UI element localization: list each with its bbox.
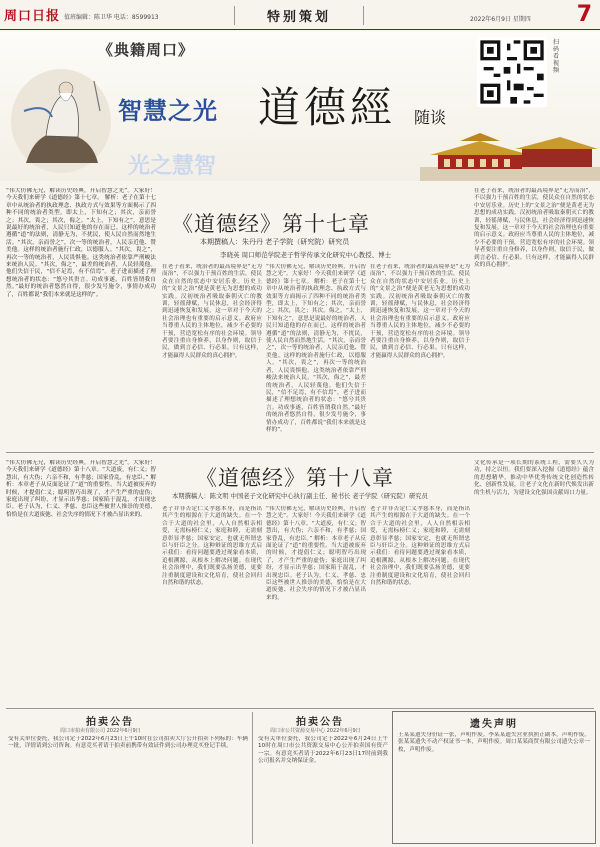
article18-column-4: 老子并非否定仁义孝慈本身，而是指出其产生的根源在于大道的缺失。在一个合于大道的社会里，人人自然相亲相爱，无需标榜仁义；家庭和睦，无需刻意彰显孝慈；国家安定，也就无所谓忠臣与奸臣之分。这种辩证的思维方式启示我们：看待问题要透过现象看本质，追根溯源，从根本上解决问题。在现代社会治理中，我们既要弘扬美德，更要注重制度建设和文化培育，使社会回归自然和谐的状态。 [370, 506, 470, 587]
banner-reflection: 光之慧智 [128, 154, 217, 179]
article17-column-4: 在老子看来，统治者的最高境界是“无为而治”，不以强力干预百姓的生活，使民众在自然的状态中安居乐业。历史上的“文景之治”便是黄老无为思想的成功实践。汉初统治者吸取秦朝灭亡的教训，轻徭薄赋，与民休息，社会经济得到迅速恢复和发展。这一章对于今天的社会治理也有重要的启示意义。政府应当尊重人民的主体地位，减少不必要的干预，营造宽松有序的社会环境。领导者要注重自身修养，以身作则，取信于民，做到言必信、行必果。只有这样，才能赢得人民群众的真心拥护。 [370, 264, 470, 359]
auction-notice-1-sub: 周口市拍卖有限公司 2022年6月9日 [60, 728, 141, 734]
newspaper-logo: 周口日报 [4, 9, 61, 24]
article17-column-5: 在老子看来，统治者的最高境界是“无为而治”，不以强力干预百姓的生活，使民众在自然的状态中安居乐业。历史上的“文景之治”便是黄老无为思想的成功实践。汉初统治者吸取秦朝灭亡的教训，轻徭薄赋，与民休息，社会经济得到迅速恢复和发展。这一章对于今天的社会治理也有重要的启示意义。政府应当尊重人民的主体地位，减少不必要的干预，营造宽松有序的社会环境。领导者要注重自身修养，以身作则，取信于民，做到言必信、行必果。只有这样，才能赢得人民群众的真心拥护。 [474, 188, 594, 269]
notices-divider [6, 708, 594, 709]
article18-column-3: “伟大仿佛无兄，解读历史经典，开启智慧之光”。大家好！今天我们来研学《道德经》第十八章。“大道废，有仁义；智慧出，有大伪；六亲不和，有孝慈；国家昏乱，有忠臣。” 解析：本章老子从反面论证了“道”的重要性。当大道被废弃的时候，才提倡仁义；聪明智巧出现了，才产生严重的虚伪；家庭出现了纠纷，才显示出孝慈；国家陷于混乱，才出现忠臣。老子认为，仁义、孝慈、忠臣这些被世人推崇的美德，恰恰是在大道废弛、社会失序的情况下才被凸显出来的。 [266, 506, 366, 601]
banner-suffix: 随谈 [414, 108, 447, 127]
article18-column-2: 老子并非否定仁义孝慈本身，而是指出其产生的根源在于大道的缺失。在一个合于大道的社会里，人人自然相亲相爱，无需标榜仁义；家庭和睦，无需刻意彰显孝慈；国家安定，也就无所谓忠臣与奸臣之分。这种辩证的思维方式启示我们：看待问题要透过现象看本质，追根溯源，从根本上解决问题。在现代社会治理中，我们既要弘扬美德，更要注重制度建设和文化培育，使社会回归自然和谐的状态。 [162, 506, 262, 587]
lost-notice-body: 王某某遗失身份证一张，声明作废。李某某遗失营业执照正副本，声明作废。张某某遗失不动产权证书一本，声明作废。周口某某商贸有限公司遗失公章一枚，声明作废。 [398, 732, 590, 753]
article17-column-2: 在老子看来，统治者的最高境界是“无为而治”，不以强力干预百姓的生活，使民众在自然的状态中安居乐业。历史上的“文景之治”便是黄老无为思想的成功实践。汉初统治者吸取秦朝灭亡的教训，轻徭薄赋，与民休息，社会经济得到迅速恢复和发展。这一章对于今天的社会治理也有重要的启示意义。政府应当尊重人民的主体地位，减少不必要的干预，营造宽松有序的社会环境。领导者要注重自身修养，以身作则，取信于民，做到言必信、行必果。只有这样，才能赢得人民群众的真心拥护。 [162, 264, 262, 359]
section-title: 特别策划 [234, 6, 364, 25]
auction-notice-2-sub: 周口市公共资源交易中心 2022年6月9日 [270, 728, 361, 734]
article17-title: 《道德经》第十七章 [172, 212, 370, 236]
masthead [0, 0, 600, 30]
auction-notice-2-body: 受有关单位委托，我公司定于2022年6月24日上午10时在周口市公共资源交易中心公开拍卖国有资产一宗。有意竞买者请于2022年6月23日17时前到我公司报名并交纳保证金。 [258, 736, 388, 765]
banner-subtitle: 智慧之光 [118, 97, 218, 125]
auction-notice-2-title: 拍卖公告 [296, 717, 344, 728]
article18-column-1: “伟大仿佛无兄，解读历史经典，开启智慧之光”。大家好！今天我们来研学《道德经》第十八章。“大道废，有仁义；智慧出，有大伪；六亲不和，有孝慈；国家昏乱，有忠臣。” 解析：本章老子从反面论证了“道”的重要性。当大道被废弃的时候，才提倡仁义；聪明智巧出现了，才产生严重的虚伪；家庭出现了纠纷，才显示出孝慈；国家陷于混乱，才出现忠臣。老子认为，仁义、孝慈、忠臣这些被世人推崇的美德，恰恰是在大道废弛、社会失序的情况下才被凸显出来的。 [6, 460, 156, 518]
notice-divider-1 [252, 712, 253, 844]
qr-code-icon[interactable] [477, 37, 547, 107]
auction-notice-1-body: 受有关单位委托，我公司定于2022年6月23日上午10时在公司拍卖大厅公开拍卖下列标的：车辆一批，详情请到公司咨询。有意竞买者请于拍卖前携带有效证件到公司办理竞买登记手续。 [8, 736, 248, 750]
palace-illustration [420, 115, 600, 181]
page-number: 7 [576, 2, 592, 27]
feature-banner [0, 31, 600, 181]
lost-notice-title: 遗失声明 [470, 719, 518, 730]
qr-caption: 扫码看视频 [552, 39, 559, 74]
article18-byline: 本期撰稿人：陈文明 中国老子文化研究中心执行副主任、秘书长 老子学院（研究院）研究员 [172, 493, 428, 500]
editor-info: 值班编辑：陈卫华 电话：8599913 [64, 14, 159, 21]
auction-notice-1-title: 拍卖公告 [86, 717, 134, 728]
issue-date: 2022年6月9日 星期四 [470, 16, 531, 23]
banner-main-title: 道德經 [258, 83, 397, 132]
sage-on-ox-illustration [6, 51, 116, 176]
article17-column-1: “伟大仿佛无兄，解读历史经典，开启智慧之光”。大家好！今天我们来研学《道德经》第十七章。 解析：老子在第十七章中从统治者的执政理念、执政方式与效果等方面揭示了四种不同的统治者类型，即太上，下知有之；其次，亲而誉之；其次，畏之；其次，侮之。“太上，下知有之”，意思是说最好的统治者，人民只知道他的存在而已。这样的统治者遵循“道”的法则，清静无为，不扰民，使人民自然而然地生活。“其次，亲而誉之”，次一等的统治者，人民亲近他、赞美他。这样的统治者施行仁政，以德服人。“其次，畏之”，再次一等的统治者，人民畏惧他。这类统治者依靠严刑峻法来统治人民。“其次，侮之”，最差的统治者，人民轻蔑他。他们失信于民，“信不足焉，有不信焉”。老子进而描述了理想统治者的状态：“悠兮其贵言。功成事遂，百姓皆谓我自然。”最好的统治者悠然自得，很少发号施令，事情办成功了，百姓都说“我们本来就是这样的”。 [6, 188, 156, 298]
section-divider [6, 452, 594, 453]
article17-byline-1: 本期撰稿人：朱丹丹 老子学院（研究院）研究员 [200, 238, 350, 246]
article17-column-3: “伟大仿佛无兄，解读历史经典，开启智慧之光”。大家好！今天我们来研学《道德经》第十七章。 解析：老子在第十七章中从统治者的执政理念、执政方式与效果等方面揭示了四种不同的统治者类型，即太上，下知有之；其次，亲而誉之；其次，畏之；其次，侮之。“太上，下知有之”，意思是说最好的统治者，人民只知道他的存在而已。这样的统治者遵循“道”的法则，清静无为，不扰民，使人民自然而然地生活。“其次，亲而誉之”，次一等的统治者，人民亲近他、赞美他。这样的统治者施行仁政，以德服人。“其次，畏之”，再次一等的统治者，人民畏惧他。这类统治者依靠严刑峻法来统治人民。“其次，侮之”，最差的统治者，人民轻蔑他。他们失信于民，“信不足焉，有不信焉”。老子进而描述了理想统治者的状态：“悠兮其贵言。功成事遂，百姓皆谓我自然。”最好的统治者悠然自得，很少发号施令，事情办成功了，百姓都说“我们本来就是这样的”。 [266, 264, 366, 433]
article18-column-5: 文化传承是一项长期的系统工程，需要久久为功，持之以恒。我们要深入挖掘《道德经》蕴含的思想精华，推动中华优秀传统文化创造性转化、创新性发展，让老子文化在新时代焕发出新的生机与活力，为建设文化强国贡献周口力量。 [474, 460, 594, 496]
article17-byline-2: 李晓英 周口师范学院老子哲学传承文化研究中心教授、博士 [220, 251, 392, 259]
series-title: 《典籍周口》 [98, 41, 195, 59]
article18-title: 《道德经》第十八章 [196, 466, 394, 490]
